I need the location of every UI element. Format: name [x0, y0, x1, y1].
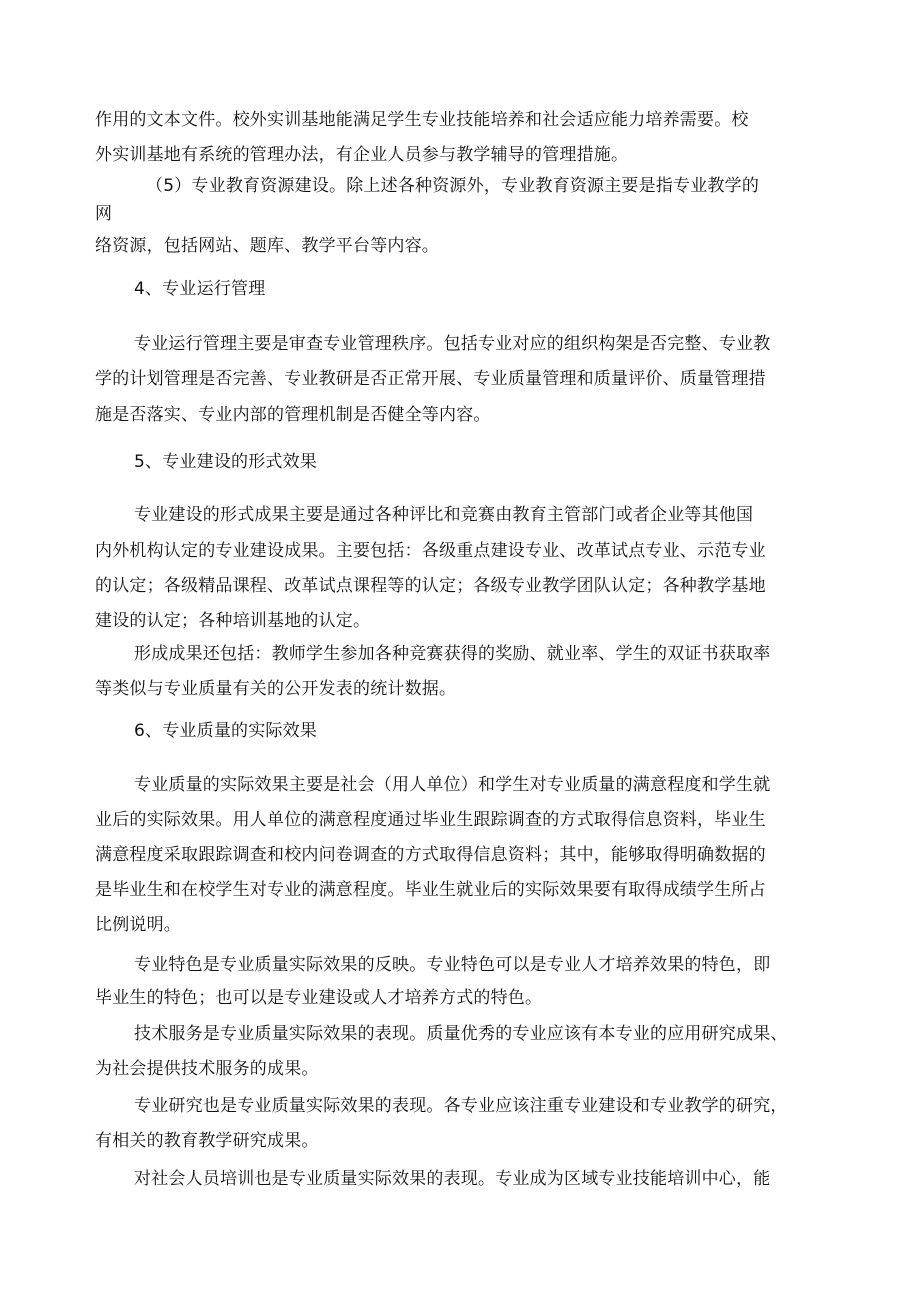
- body-text-line: 技术服务是专业质量实际效果的表现。质量优秀的专业应该有本专业的应用研究成果、: [134, 1024, 788, 1044]
- body-text-line: 比例说明。: [95, 915, 181, 935]
- body-text-line: 专业建设的形式成果主要是通过各种评比和竞赛由教育主管部门或者企业等其他国: [134, 505, 754, 525]
- body-text-line: 作用的文本文件。校外实训基地能满足学生专业技能培养和社会适应能力培养需要。校: [95, 110, 749, 130]
- body-text-line: 有相关的教育教学研究成果。: [95, 1131, 319, 1151]
- body-text-line: 为社会提供技术服务的成果。: [95, 1059, 319, 1079]
- body-text-line: 内外机构认定的专业建设成果。主要包括：各级重点建设专业、改革试点专业、示范专业: [95, 541, 766, 561]
- body-text-line: 专业运行管理主要是审查专业管理秩序。包括专业对应的组织构架是否完整、专业教: [134, 334, 771, 354]
- body-text-line: 施是否落实、专业内部的管理机制是否健全等内容。: [95, 405, 491, 425]
- body-text-line: 外实训基地有系统的管理办法，有企业人员参与教学辅导的管理措施。: [95, 145, 629, 165]
- body-text-line: 满意程度采取跟踪调查和校内问卷调查的方式取得信息资料；其中，能够取得明确数据的: [95, 845, 766, 865]
- body-text-line: 是毕业生和在校学生对专业的满意程度。毕业生就业后的实际效果要有取得成绩学生所占: [95, 880, 766, 900]
- body-text-line: 形成成果还包括：教师学生参加各种竞赛获得的奖励、就业率、学生的双证书获取率: [134, 644, 771, 664]
- body-text-line: 专业质量的实际效果主要是社会（用人单位）和学生对专业质量的满意程度和学生就: [134, 775, 771, 795]
- section-heading: 4、专业运行管理: [134, 279, 266, 299]
- body-text-line: 专业研究也是专业质量实际效果的表现。各专业应该注重专业建设和专业教学的研究，: [134, 1096, 788, 1116]
- body-text-line: 络资源，包括网站、题库、教学平台等内容。: [95, 236, 439, 256]
- body-text-line: 等类似与专业质量有关的公开发表的统计数据。: [95, 679, 457, 699]
- section-heading: 5、专业建设的形式效果: [134, 452, 318, 472]
- body-text-line: 对社会人员培训也是专业质量实际效果的表现。专业成为区域专业技能培训中心，能: [134, 1169, 771, 1189]
- section-heading: 6、专业质量的实际效果: [134, 721, 318, 741]
- body-text-line: （5）专业教育资源建设。除上述各种资源外，专业教育资源主要是指专业教学的: [146, 176, 760, 196]
- body-text-line: 的认定；各级精品课程、改革试点课程等的认定；各级专业教学团队认定；各种教学基地: [95, 576, 766, 596]
- body-text-line: 毕业生的特色；也可以是专业建设或人才培养方式的特色。: [95, 988, 543, 1008]
- body-text-line: 网: [95, 204, 113, 224]
- body-text-line: 学的计划管理是否完善、专业教研是否正常开展、专业质量管理和质量评价、质量管理措: [95, 369, 766, 389]
- body-text-line: 专业特色是专业质量实际效果的反映。专业特色可以是专业人才培养效果的特色，即: [134, 955, 771, 975]
- body-text-line: 业后的实际效果。用人单位的满意程度通过毕业生跟踪调查的方式取得信息资料，毕业生: [95, 810, 766, 830]
- body-text-line: 建设的认定；各种培训基地的认定。: [95, 611, 371, 631]
